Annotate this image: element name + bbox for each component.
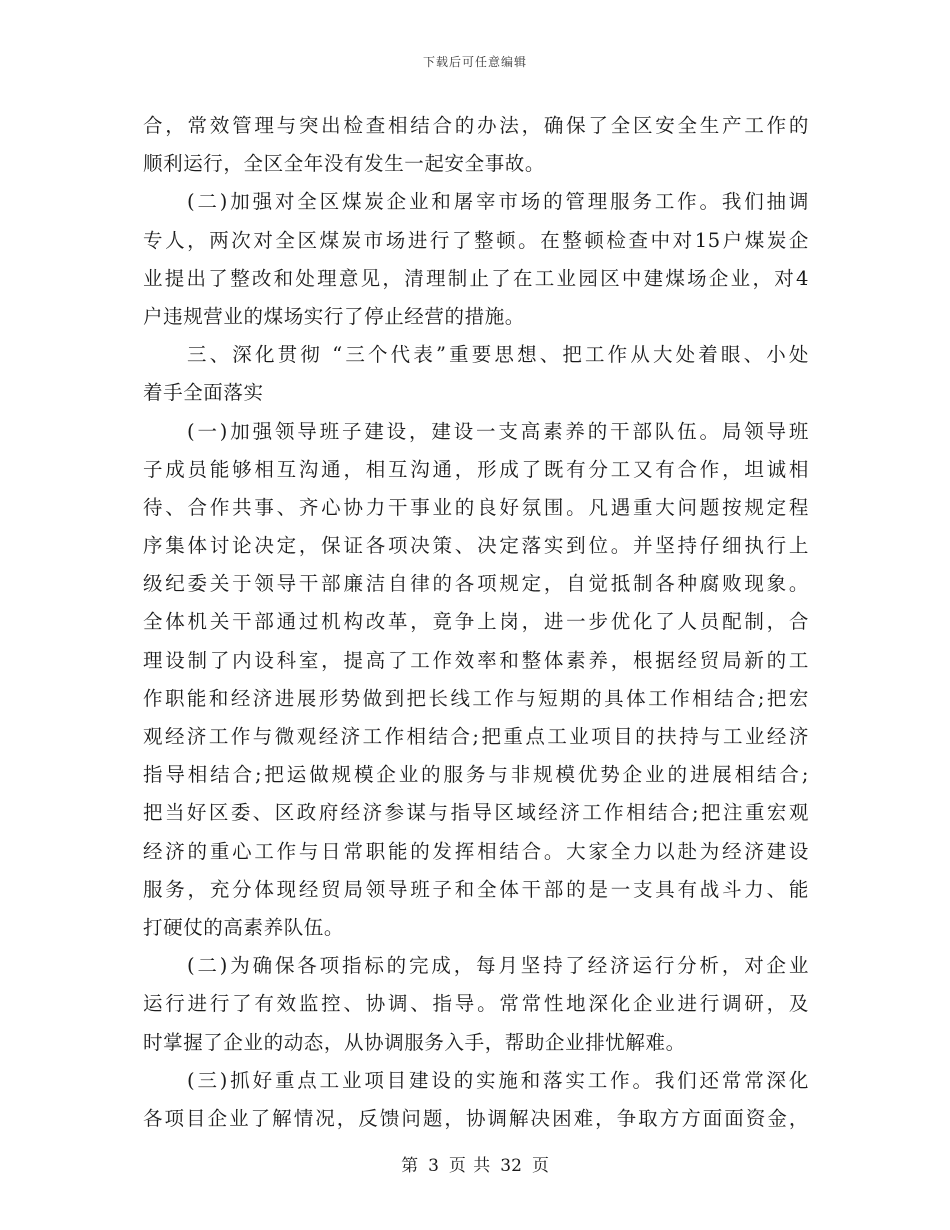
text-line: 户违规营业的煤场实行了停止经营的措施。 [143, 304, 525, 328]
footer-suffix: 页 [531, 1156, 549, 1176]
text-line: 经济的重心工作与日常职能的发挥相结合。大家全力以赴为经济建设 [143, 839, 809, 863]
text-line: 着手全面落实 [143, 381, 264, 405]
text-line: 理设制了内设科室，提高了工作效率和整体素养，根据经贸局新的工 [143, 648, 809, 672]
text-line: (三)抓好重点工业项目建设的实施和落实工作。我们还常常深化 [187, 1068, 809, 1092]
footer-middle: 页 共 [448, 1156, 491, 1176]
text-line: 待、合作共事、齐心协力干事业的良好氛围。凡遇重大问题按规定程 [143, 495, 809, 519]
text-line: 合，常效管理与突出检查相结合的办法，确保了全区安全生产工作的 [143, 114, 809, 137]
text-line: (二)为确保各项指标的完成，每月坚持了经济运行分析，对企业 [187, 954, 809, 978]
text-line: 级纪委关于领导干部廉洁自律的各项规定，自觉抵制各种腐败现象。 [143, 572, 809, 596]
text-line: 子成员能够相互沟通，相互沟通，形成了既有分工又有合作，坦诚相 [143, 457, 809, 481]
text-line: 专人，两次对全区煤炭市场进行了整顿。在整顿检查中对15户煤炭企 [143, 228, 809, 252]
footer-page-number: 3 [428, 1156, 439, 1176]
text-line: 三、深化贯彻 “三个代表”重要思想、把工作从大处着眼、小处 [187, 343, 809, 367]
text-line: 业提出了整改和处理意见，清理制止了在工业园区中建煤场企业，对4 [143, 266, 809, 290]
text-line: 全体机关干部通过机构改革，竟争上岗，进一步优化了人员配制，合 [143, 610, 809, 634]
footer-prefix: 第 [401, 1156, 419, 1176]
text-line: 序集体讨论决定，保证各项决策、决定落实到位。并坚持仔细执行上 [143, 534, 809, 558]
page-footer [0, 1151, 950, 1176]
text-line: 服务，充分体现经贸局领导班子和全体干部的是一支具有战斗力、能 [143, 877, 809, 901]
text-line: 时掌握了企业的动态，从协调服务入手，帮助企业排忧解难。 [143, 1030, 686, 1054]
text-line: 观经济工作与微观经济工作相结合;把重点工业项目的扶持与工业经济 [143, 725, 809, 748]
text-line: 把当好区委、区政府经济参谋与指导区域经济工作相结合;把注重宏观 [143, 801, 809, 825]
page-header-note: 下载后可任意编辑 [422, 55, 527, 69]
text-line: 作职能和经济进展形势做到把长线工作与短期的具体工作相结合;把宏 [143, 686, 809, 710]
text-line: 各项目企业了解情况，反馈问题，协调解决困难，争取方方面面资金， [143, 1106, 809, 1130]
text-line: 指导相结合;把运做规模企业的服务与非规模优势企业的进展相结合; [143, 763, 809, 787]
text-line: (二)加强对全区煤炭企业和屠宰市场的管理服务工作。我们抽调 [187, 190, 809, 214]
text-line: 打硬仗的高素养队伍。 [143, 915, 345, 939]
text-line: 运行进行了有效监控、协调、指导。常常性地深化企业进行调研，及 [143, 992, 809, 1016]
text-line: 顺利运行，全区全年没有发生一起安全事故。 [143, 152, 546, 176]
text-line: (一)加强领导班子建设，建设一支高素养的干部队伍。局领导班 [187, 419, 809, 443]
document-body [143, 107, 809, 1138]
footer-total-pages: 32 [500, 1156, 522, 1176]
